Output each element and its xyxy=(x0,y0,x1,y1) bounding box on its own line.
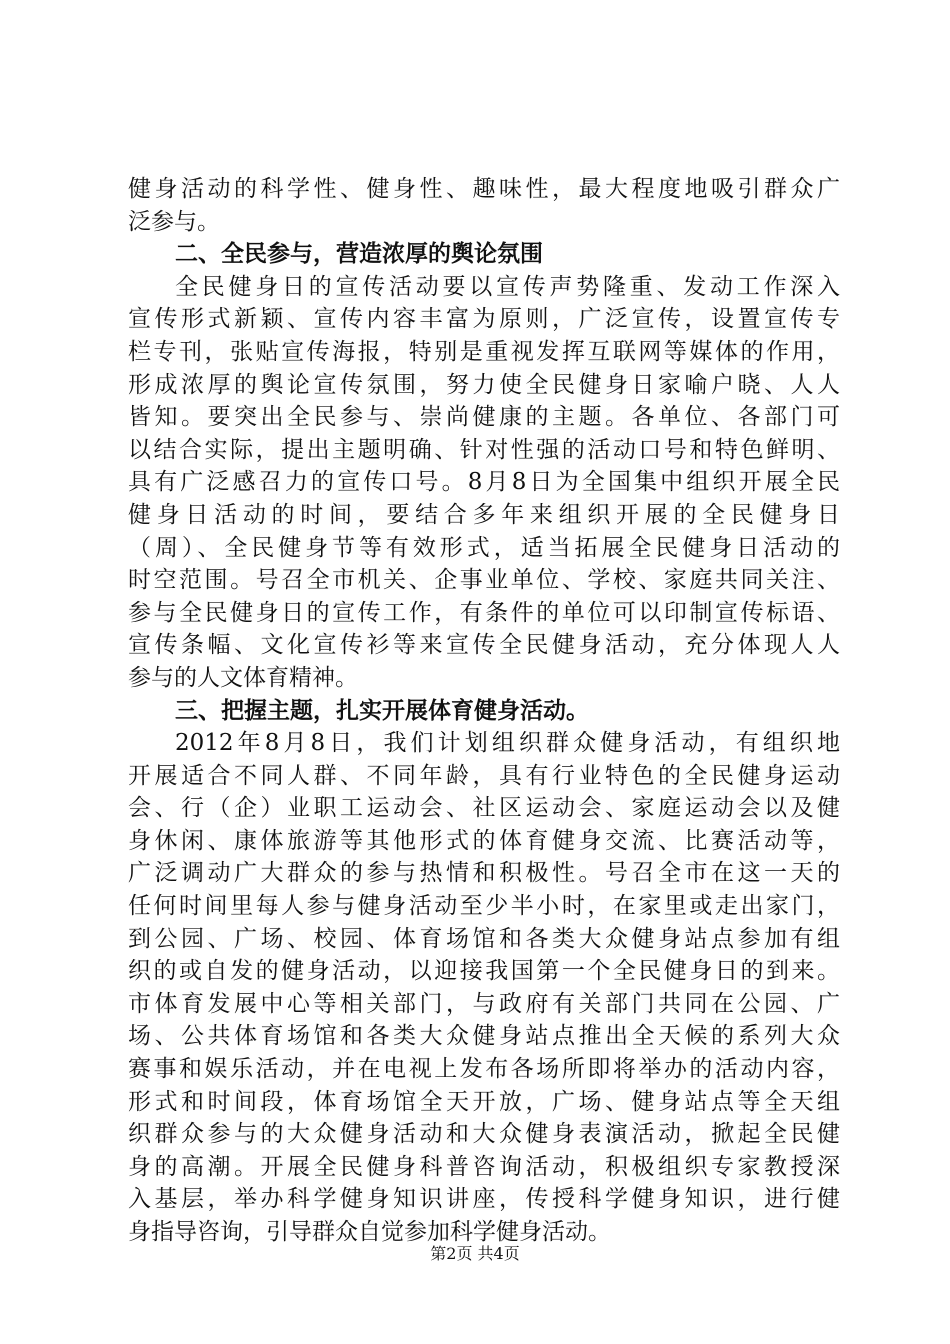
section-2-line: 形成浓厚的舆论宣传氛围，努力使全民健身日家喻户晓、人人 xyxy=(128,371,840,398)
section-3-line: 织群众参与的大众健身活动和大众健身表演活动，掀起全民健 xyxy=(128,1121,840,1148)
section-3-line: 身的高潮。开展全民健身科普咨询活动，积极组织专家教授深 xyxy=(128,1153,840,1180)
section-3-line: 身指导咨询，引导群众自觉参加科学健身活动。 xyxy=(128,1219,611,1245)
section-3-line: 市体育发展中心等相关部门，与政府有关部门共同在公园、广 xyxy=(128,990,840,1017)
section-2-line: 栏专刊，张贴宣传海报，特别是重视发挥互联网等媒体的作用， xyxy=(128,338,840,365)
document-body xyxy=(128,173,840,1249)
section-3-line: 形式和时间段，体育场馆全天开放，广场、健身站点等全天组 xyxy=(128,1088,840,1115)
section-3-line: 赛事和娱乐活动，并在电视上发布各场所即将举办的活动内容， xyxy=(128,1056,840,1083)
section-2-heading: 二、全民参与，营造浓厚的舆论氛围 xyxy=(175,241,543,268)
section-3-line: 织的或自发的健身活动，以迎接我国第一个全民健身日的到来。 xyxy=(128,958,840,985)
section-3-heading: 三、把握主题，扎实开展体育健身活动。 xyxy=(175,697,589,724)
section-2-line: 时空范围。号召全市机关、企事业单位、学校、家庭共同关注、 xyxy=(128,567,840,594)
section-3-line: 2012年8月8日，我们计划组织群众健身活动，有组织地 xyxy=(175,730,840,757)
intro-line-1: 健身活动的科学性、健身性、趣味性，最大程度地吸引群众广 xyxy=(128,176,840,202)
section-3-line: 会、行（企）业职工运动会、社区运动会、家庭运动会以及健 xyxy=(128,795,840,822)
section-3-line: 到公园、广场、校园、体育场馆和各类大众健身站点参加有组 xyxy=(128,925,840,952)
section-2-line: 参与全民健身日的宣传工作，有条件的单位可以印制宣传标语、 xyxy=(128,599,840,626)
section-3-line: 开展适合不同人群、不同年龄，具有行业特色的全民健身运动 xyxy=(128,762,840,789)
section-3-line: 广泛调动广大群众的参与热情和积极性。号召全市在这一天的 xyxy=(128,860,840,887)
section-2-line: 参与的人文体育精神。 xyxy=(128,664,358,691)
section-3-line: 身休闲、康体旅游等其他形式的体育健身交流、比赛活动等， xyxy=(128,827,840,854)
section-2-line: （周）、全民健身节等有效形式，适当拓展全民健身日活动的 xyxy=(128,534,840,561)
section-2-line: 具有广泛感召力的宣传口号。8月8日为全国集中组织开展全民 xyxy=(128,469,840,496)
section-2-line: 健身日活动的时间，要结合多年来组织开展的全民健身日 xyxy=(128,501,840,528)
section-2-line: 宣传形式新颖、宣传内容丰富为原则，广泛宣传，设置宣传专 xyxy=(128,306,840,333)
section-3-line: 任何时间里每人参与健身活动至少半小时，在家里或走出家门， xyxy=(128,893,840,920)
intro-line-2: 泛参与。 xyxy=(128,208,220,235)
section-2-line: 全民健身日的宣传活动要以宣传声势隆重、发动工作深入 xyxy=(175,273,840,300)
section-3-line: 场、公共体育场馆和各类大众健身站点推出全天候的系列大众 xyxy=(128,1023,840,1050)
page-number-footer: 第2页 共4页 xyxy=(430,1244,520,1263)
section-2-line: 宣传条幅、文化宣传衫等来宣传全民健身活动，充分体现人人 xyxy=(128,632,840,659)
section-2-line: 皆知。要突出全民参与、崇尚健康的主题。各单位、各部门可 xyxy=(128,404,840,431)
section-2-line: 以结合实际，提出主题明确、针对性强的活动口号和特色鲜明、 xyxy=(128,436,840,463)
section-3-line: 入基层，举办科学健身知识讲座，传授科学健身知识，进行健 xyxy=(128,1186,840,1213)
